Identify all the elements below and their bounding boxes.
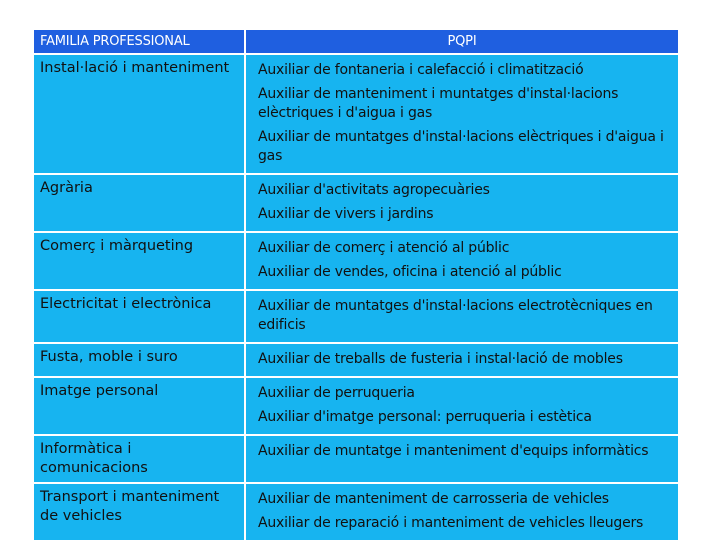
qualification-item: Auxiliar de treballs de fusteria i instal·lació de mobles: [258, 351, 623, 367]
qualifications-cell: [246, 175, 678, 231]
qualifications-cell: [246, 291, 678, 342]
family-cell: Comerç i màrqueting: [34, 233, 244, 289]
table-body: [34, 55, 678, 540]
qualifications-cell: [246, 233, 678, 289]
qualification-item: Auxiliar de muntatges d'instal·lacions electrotècniques en edificis: [258, 298, 653, 333]
table-row: [34, 233, 678, 289]
qualification-item: Auxiliar de muntatge i manteniment d'equips informàtics: [258, 443, 649, 459]
header-family: FAMILIA PROFESSIONAL: [34, 30, 244, 53]
qualification-item: Auxiliar de fontaneria i calefacció i climatització: [258, 62, 584, 78]
table-row: [34, 344, 678, 376]
table-row: [34, 175, 678, 231]
table-row: [34, 436, 678, 482]
family-cell: Transport i manteniment de vehicles: [34, 484, 244, 540]
qualification-item: Auxiliar de manteniment i muntatges d'instal·lacions elèctriques i d'aigua i gas: [258, 86, 619, 121]
header-pqpi: PQPI: [246, 30, 678, 53]
family-cell: Instal·lació i manteniment: [34, 55, 244, 173]
table-row: [34, 378, 678, 434]
family-cell: Agrària: [34, 175, 244, 231]
qualification-item: Auxiliar de vendes, oficina i atenció al públic: [258, 264, 562, 280]
table-header-row: [34, 30, 678, 53]
qualification-item: Auxiliar de manteniment de carrosseria de vehicles: [258, 491, 609, 507]
table-row: [34, 55, 678, 173]
family-cell: Fusta, moble i suro: [34, 344, 244, 376]
family-cell: Informàtica i comunicacions: [34, 436, 244, 482]
table-row: [34, 484, 678, 540]
qualification-item: Auxiliar de perruqueria: [258, 385, 415, 401]
table-row: [34, 291, 678, 342]
qualification-item: Auxiliar de reparació i manteniment de vehicles lleugers: [258, 515, 644, 531]
family-cell: Imatge personal: [34, 378, 244, 434]
qualifications-cell: [246, 436, 678, 482]
qualification-item: Auxiliar de comerç i atenció al públic: [258, 240, 510, 256]
pqpi-table: [32, 28, 680, 542]
qualifications-cell: [246, 484, 678, 540]
qualifications-cell: [246, 344, 678, 376]
qualifications-cell: [246, 378, 678, 434]
qualification-item: Auxiliar de muntatges d'instal·lacions elèctriques i d'aigua i gas: [258, 129, 664, 164]
qualifications-cell: [246, 55, 678, 173]
family-cell: Electricitat i electrònica: [34, 291, 244, 342]
qualification-item: Auxiliar de vivers i jardins: [258, 206, 434, 222]
qualification-item: Auxiliar d'imatge personal: perruqueria i estètica: [258, 409, 592, 425]
qualification-item: Auxiliar d'activitats agropecuàries: [258, 182, 490, 198]
